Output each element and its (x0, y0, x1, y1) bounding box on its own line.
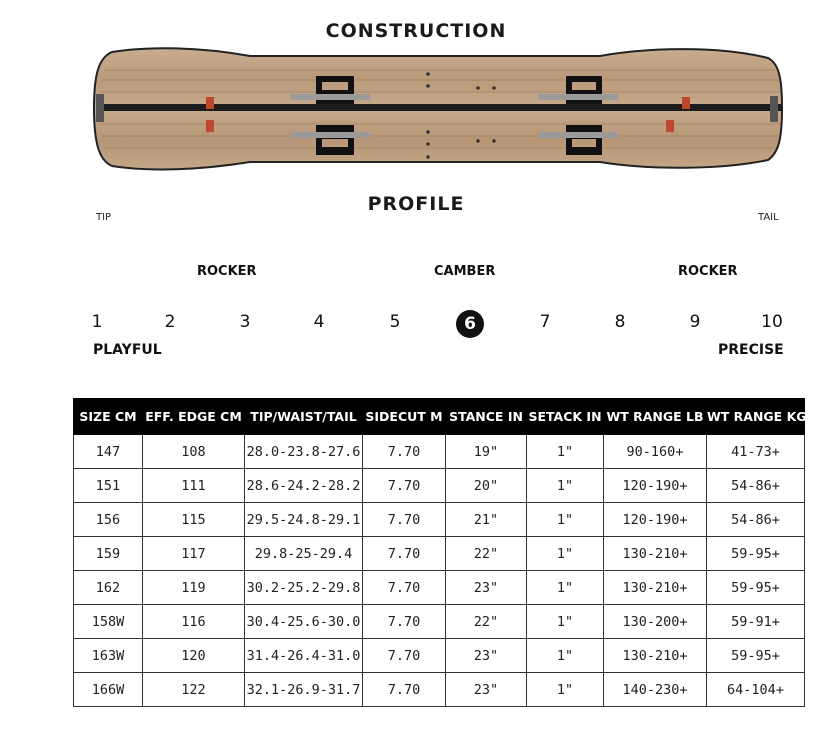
table-body (74, 435, 805, 707)
flex-1: 1 (91, 312, 103, 332)
flex-7: 7 (539, 312, 551, 332)
cell-wt-lb: 120-190+ (604, 503, 707, 537)
header-eff-edge: EFF. EDGE CM (143, 399, 245, 435)
cell-setback: 1" (527, 639, 604, 673)
cell-wt-kg: 59-95+ (707, 639, 805, 673)
table-row (74, 605, 805, 639)
rocker-label-tail: ROCKER (678, 264, 738, 279)
flex-2: 2 (164, 312, 176, 332)
profile-title: PROFILE (367, 193, 465, 215)
flex-6-selected: 6 (456, 310, 484, 338)
table-row (74, 537, 805, 571)
cell-size: 151 (74, 469, 143, 503)
cell-eff-edge: 119 (143, 571, 245, 605)
cell-tip-waist-tail: 31.4-26.4-31.0 (245, 639, 363, 673)
cell-wt-lb: 130-210+ (604, 639, 707, 673)
cell-tip-waist-tail: 29.5-24.8-29.1 (245, 503, 363, 537)
cell-wt-lb: 130-200+ (604, 605, 707, 639)
cell-sidecut: 7.70 (363, 605, 446, 639)
cell-size: 147 (74, 435, 143, 469)
cell-size: 156 (74, 503, 143, 537)
cell-wt-kg: 54-86+ (707, 503, 805, 537)
hook-icon (206, 120, 214, 132)
cell-wt-kg: 59-95+ (707, 537, 805, 571)
hook-icon (682, 97, 690, 109)
cell-stance: 19" (446, 435, 527, 469)
cell-wt-kg: 59-91+ (707, 605, 805, 639)
flex-8: 8 (614, 312, 626, 332)
cell-size: 166W (74, 673, 143, 707)
cell-wt-lb: 130-210+ (604, 571, 707, 605)
split-seam (96, 104, 782, 111)
cell-eff-edge: 108 (143, 435, 245, 469)
header-sidecut: SIDECUT M (363, 399, 446, 435)
camber-label: CAMBER (434, 264, 496, 279)
cell-eff-edge: 116 (143, 605, 245, 639)
cell-size: 158W (74, 605, 143, 639)
tip-clip-icon (96, 94, 104, 122)
cell-sidecut: 7.70 (363, 673, 446, 707)
cell-size: 159 (74, 537, 143, 571)
cell-setback: 1" (527, 503, 604, 537)
cell-wt-kg: 54-86+ (707, 469, 805, 503)
table-row (74, 503, 805, 537)
table-row (74, 435, 805, 469)
cell-tip-waist-tail: 28.0-23.8-27.6 (245, 435, 363, 469)
cell-wt-kg: 41-73+ (707, 435, 805, 469)
header-setback: SETACK IN (527, 399, 604, 435)
precise-label: PRECISE (718, 342, 784, 358)
header-stance: STANCE IN (446, 399, 527, 435)
cell-stance: 21" (446, 503, 527, 537)
tail-label: TAIL (758, 212, 779, 223)
header-wt-kg: WT RANGE KG (707, 399, 805, 435)
cell-wt-kg: 64-104+ (707, 673, 805, 707)
construction-title: CONSTRUCTION (325, 20, 507, 42)
table-row (74, 639, 805, 673)
cell-wt-lb: 130-210+ (604, 537, 707, 571)
cell-sidecut: 7.70 (363, 469, 446, 503)
cell-tip-waist-tail: 30.2-25.2-29.8 (245, 571, 363, 605)
cell-sidecut: 7.70 (363, 639, 446, 673)
cell-wt-lb: 90-160+ (604, 435, 707, 469)
cell-sidecut: 7.70 (363, 537, 446, 571)
cell-eff-edge: 115 (143, 503, 245, 537)
table-row (74, 469, 805, 503)
cell-eff-edge: 122 (143, 673, 245, 707)
cell-size: 162 (74, 571, 143, 605)
cell-eff-edge: 111 (143, 469, 245, 503)
tail-clip-icon (770, 96, 778, 122)
header-wt-lb: WT RANGE LB (604, 399, 707, 435)
hook-icon (206, 97, 214, 109)
flex-9: 9 (689, 312, 701, 332)
tip-label: TIP (96, 212, 112, 223)
cell-wt-lb: 140-230+ (604, 673, 707, 707)
cell-wt-lb: 120-190+ (604, 469, 707, 503)
spec-table (73, 398, 805, 707)
header-tip-waist-tail: TIP/WAIST/TAIL (245, 399, 363, 435)
cell-setback: 1" (527, 537, 604, 571)
cell-setback: 1" (527, 469, 604, 503)
cell-tip-waist-tail: 32.1-26.9-31.7 (245, 673, 363, 707)
cell-tip-waist-tail: 28.6-24.2-28.2 (245, 469, 363, 503)
flex-10: 10 (761, 312, 783, 332)
splitboard-illustration (0, 0, 832, 200)
flex-3: 3 (239, 312, 251, 332)
cell-sidecut: 7.70 (363, 503, 446, 537)
cell-sidecut: 7.70 (363, 435, 446, 469)
cell-setback: 1" (527, 435, 604, 469)
table-row (74, 673, 805, 707)
cell-tip-waist-tail: 29.8-25-29.4 (245, 537, 363, 571)
cell-setback: 1" (527, 571, 604, 605)
flex-4: 4 (313, 312, 325, 332)
cell-stance: 23" (446, 571, 527, 605)
cell-eff-edge: 117 (143, 537, 245, 571)
cell-sidecut: 7.70 (363, 571, 446, 605)
cell-size: 163W (74, 639, 143, 673)
cell-tip-waist-tail: 30.4-25.6-30.0 (245, 605, 363, 639)
rocker-label-tip: ROCKER (197, 264, 257, 279)
cell-stance: 22" (446, 537, 527, 571)
cell-wt-kg: 59-95+ (707, 571, 805, 605)
flex-5: 5 (389, 312, 401, 332)
header-size: SIZE CM (74, 399, 143, 435)
table-row (74, 571, 805, 605)
cell-eff-edge: 120 (143, 639, 245, 673)
cell-stance: 20" (446, 469, 527, 503)
hook-icon (666, 120, 674, 132)
cell-stance: 22" (446, 605, 527, 639)
cell-setback: 1" (527, 605, 604, 639)
table-header-row (74, 399, 805, 435)
cell-stance: 23" (446, 639, 527, 673)
playful-label: PLAYFUL (93, 342, 162, 358)
cell-setback: 1" (527, 673, 604, 707)
cell-stance: 23" (446, 673, 527, 707)
